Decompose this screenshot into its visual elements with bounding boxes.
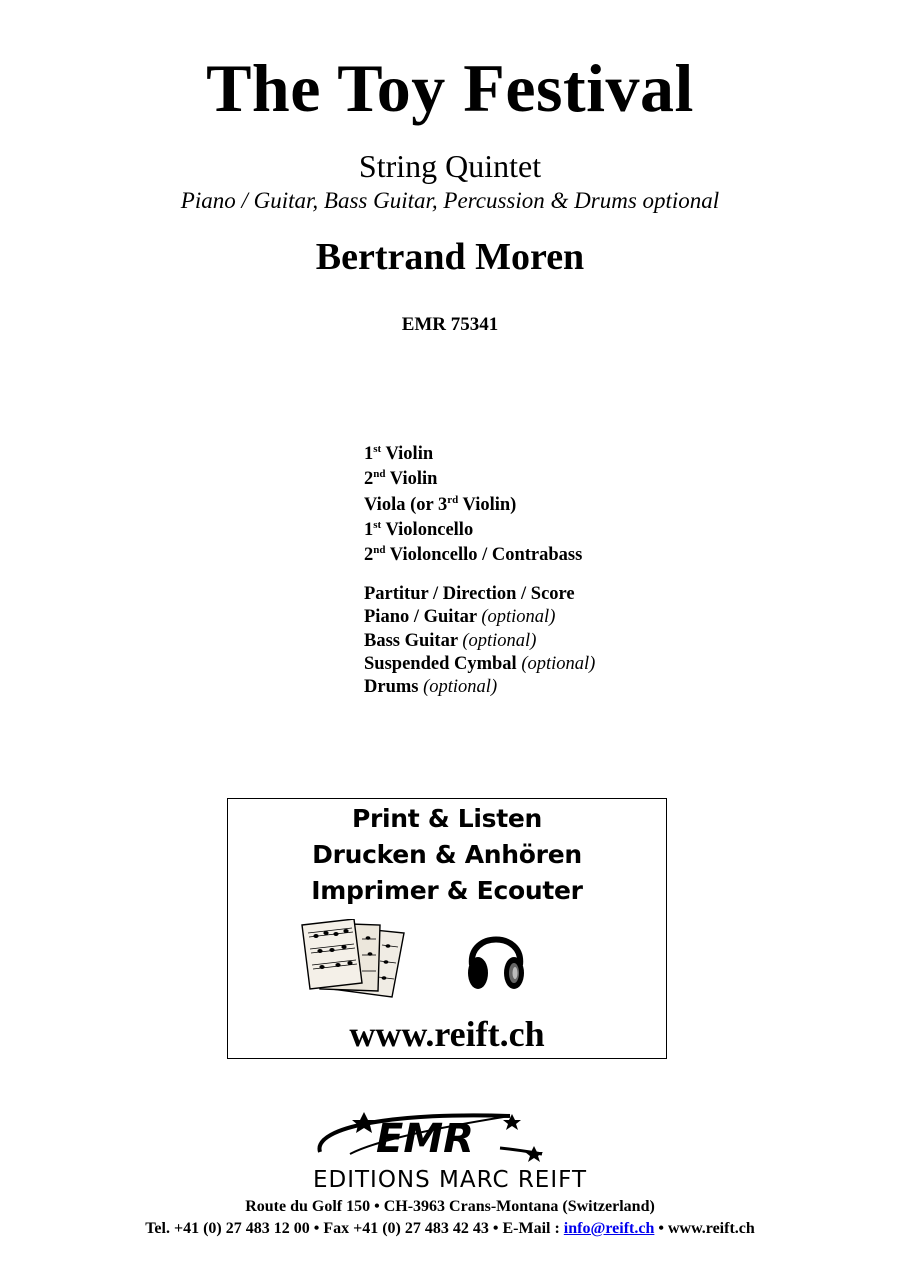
publisher-address: Route du Golf 150 • CH-3963 Crans-Montana (Switzerland)	[245, 1198, 655, 1215]
part-item: 2nd Violin	[364, 468, 438, 490]
composer-name: Bertrand Moren	[315, 236, 585, 278]
part-item: Drums (optional)	[364, 677, 498, 698]
page-title: The Toy Festival	[206, 50, 694, 126]
promo-line-german: Drucken & Anhören	[312, 840, 582, 869]
part-item: Bass Guitar (optional)	[364, 630, 537, 651]
subtitle: String Quintet	[358, 148, 542, 184]
contact-line: Tel. +41 (0) 27 483 12 00 • Fax +41 (0) 27 483 42 43 • E-Mail : info@reift.ch • www.reift.ch	[145, 1220, 755, 1237]
part-item: Viola (or 3rd Violin)	[364, 493, 517, 515]
logo-letters: EMR	[376, 1116, 474, 1162]
emr-logo	[310, 1108, 590, 1166]
part-item: 2nd Violoncello / Contrabass	[364, 544, 583, 566]
catalog-number: EMR 75341	[401, 314, 499, 335]
part-item: Suspended Cymbal (optional)	[364, 653, 596, 674]
part-item: Piano / Guitar (optional)	[364, 607, 556, 628]
headphones-icon	[464, 921, 528, 995]
sheet-music-icon	[300, 919, 410, 999]
print-listen-box	[227, 798, 667, 1059]
promo-line-french: Imprimer & Ecouter	[311, 876, 583, 905]
part-item: Partitur / Direction / Score	[364, 584, 575, 604]
other-parts-list	[364, 583, 595, 699]
string-parts-list	[364, 443, 582, 569]
publisher-name: EDITIONS MARC REIFT	[312, 1167, 588, 1193]
instrumentation-note: Piano / Guitar, Bass Guitar, Percussion & Drums optional	[180, 188, 720, 213]
email-link[interactable]: info@reift.ch	[563, 1220, 655, 1237]
part-item: 1st Violin	[364, 443, 434, 464]
promo-website[interactable]: www.reift.ch	[349, 1014, 545, 1054]
promo-line-english: Print & Listen	[351, 804, 543, 833]
part-item: 1st Violoncello	[364, 518, 474, 540]
